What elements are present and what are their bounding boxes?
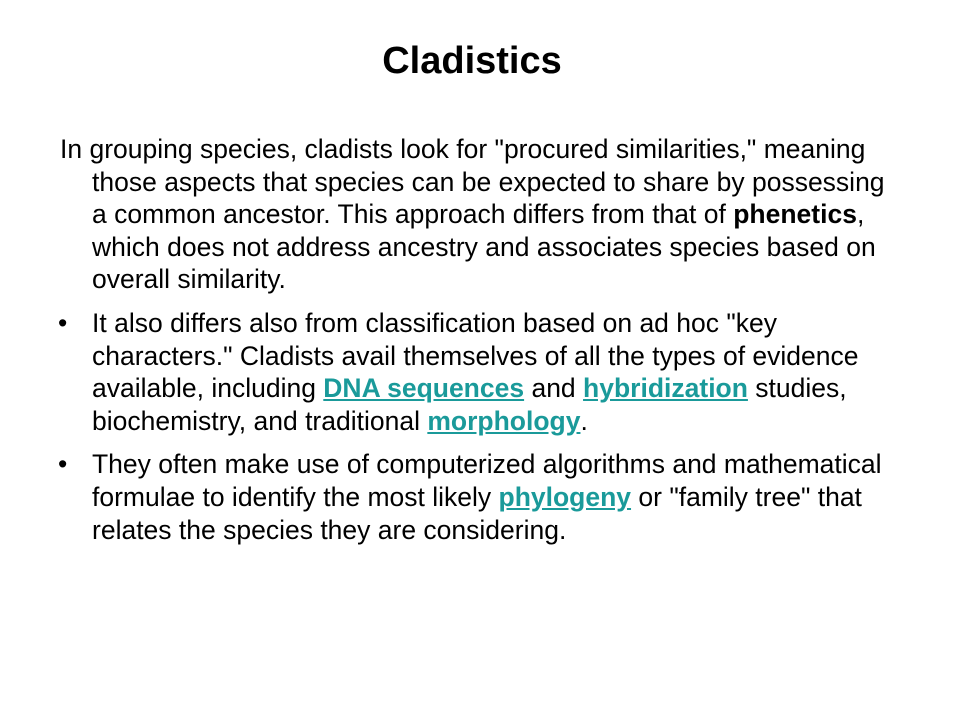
slide-title: Cladistics bbox=[382, 40, 562, 82]
slide-body bbox=[60, 133, 900, 557]
phylogeny-link[interactable]: phylogeny bbox=[498, 481, 632, 512]
bullet2-text-a: They often make use of computerized algorithms and mathematical formulae to identify the most likely bbox=[92, 449, 882, 512]
bullet1-text-c: studies, biochemistry, and traditional bbox=[92, 373, 847, 436]
dna-sequences-link[interactable]: DNA sequences bbox=[323, 373, 525, 404]
hybridization-link[interactable]: hybridization bbox=[583, 373, 748, 404]
intro-text-a: In grouping species, cladists look for "procured similarities," meaning those aspects that species can be expected to share by possessing a common ancestor. This approach differs from that of bbox=[60, 134, 885, 230]
intro-text-b: , which does not address ancestry and associates species based on overall similarity. bbox=[92, 199, 876, 295]
bullet-icon: • bbox=[58, 307, 68, 338]
bullet2-text-b: or "family tree" that relates the species they are considering. bbox=[92, 481, 862, 545]
bullet1-text-b: and bbox=[524, 373, 584, 404]
bullet1-text-d: . bbox=[580, 405, 588, 436]
morphology-link[interactable]: morphology bbox=[427, 405, 581, 436]
bullet-item-classification bbox=[60, 307, 900, 437]
bullet-icon: • bbox=[58, 449, 68, 480]
intro-paragraph bbox=[60, 133, 900, 296]
bullet1-text-a: It also differs also from classification based on ad hoc "key characters." Cladists avail themselves of all the types of evidence available, including bbox=[92, 307, 859, 404]
phenetics-term: phenetics bbox=[733, 199, 857, 230]
bullet-item-algorithms bbox=[60, 448, 900, 546]
